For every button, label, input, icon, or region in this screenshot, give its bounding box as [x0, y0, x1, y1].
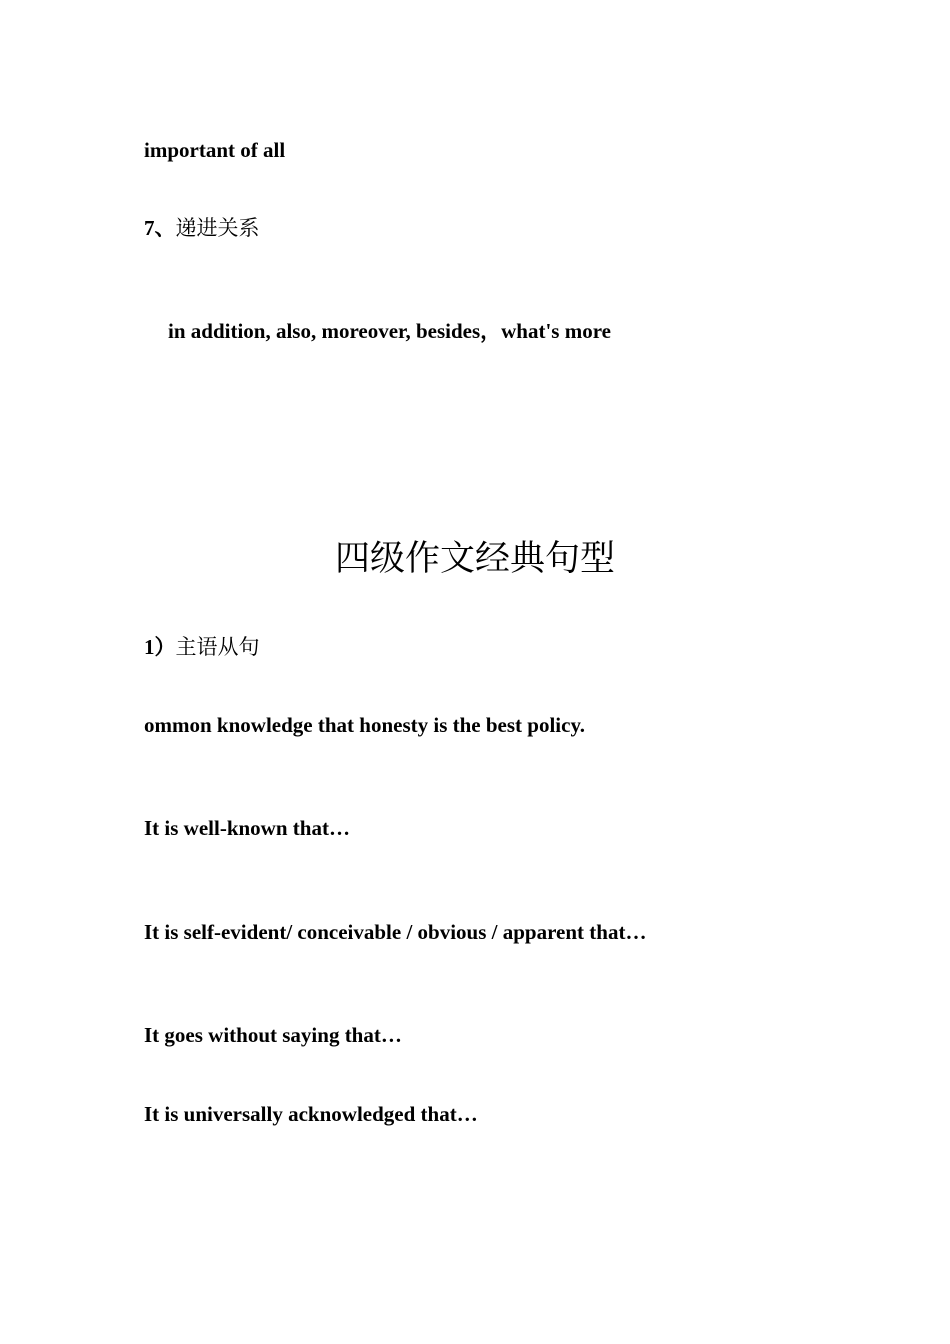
sentence-pattern: It is self-evident/ conceivable / obvious / apparent that… [144, 920, 647, 944]
section-number: 1） [144, 635, 176, 659]
sentence-pattern: It is well-known that… [144, 816, 350, 840]
example-sentence: ommon knowledge that honesty is the best policy. [144, 713, 586, 737]
section-heading-1 [144, 633, 260, 661]
sentence-pattern: It goes without saying that… [144, 1023, 402, 1047]
progression-words: in addition, also, moreover, besides，what's more [168, 319, 611, 343]
sentence-pattern: It is universally acknowledged that… [144, 1102, 478, 1126]
section-title: 主语从句 [175, 635, 260, 659]
document-title: 四级作文经典句型 [334, 539, 615, 579]
section-number: 7、 [144, 216, 176, 240]
section-heading-7 [144, 214, 260, 242]
text-line: important of all [144, 138, 286, 162]
section-title: 递进关系 [175, 216, 260, 240]
